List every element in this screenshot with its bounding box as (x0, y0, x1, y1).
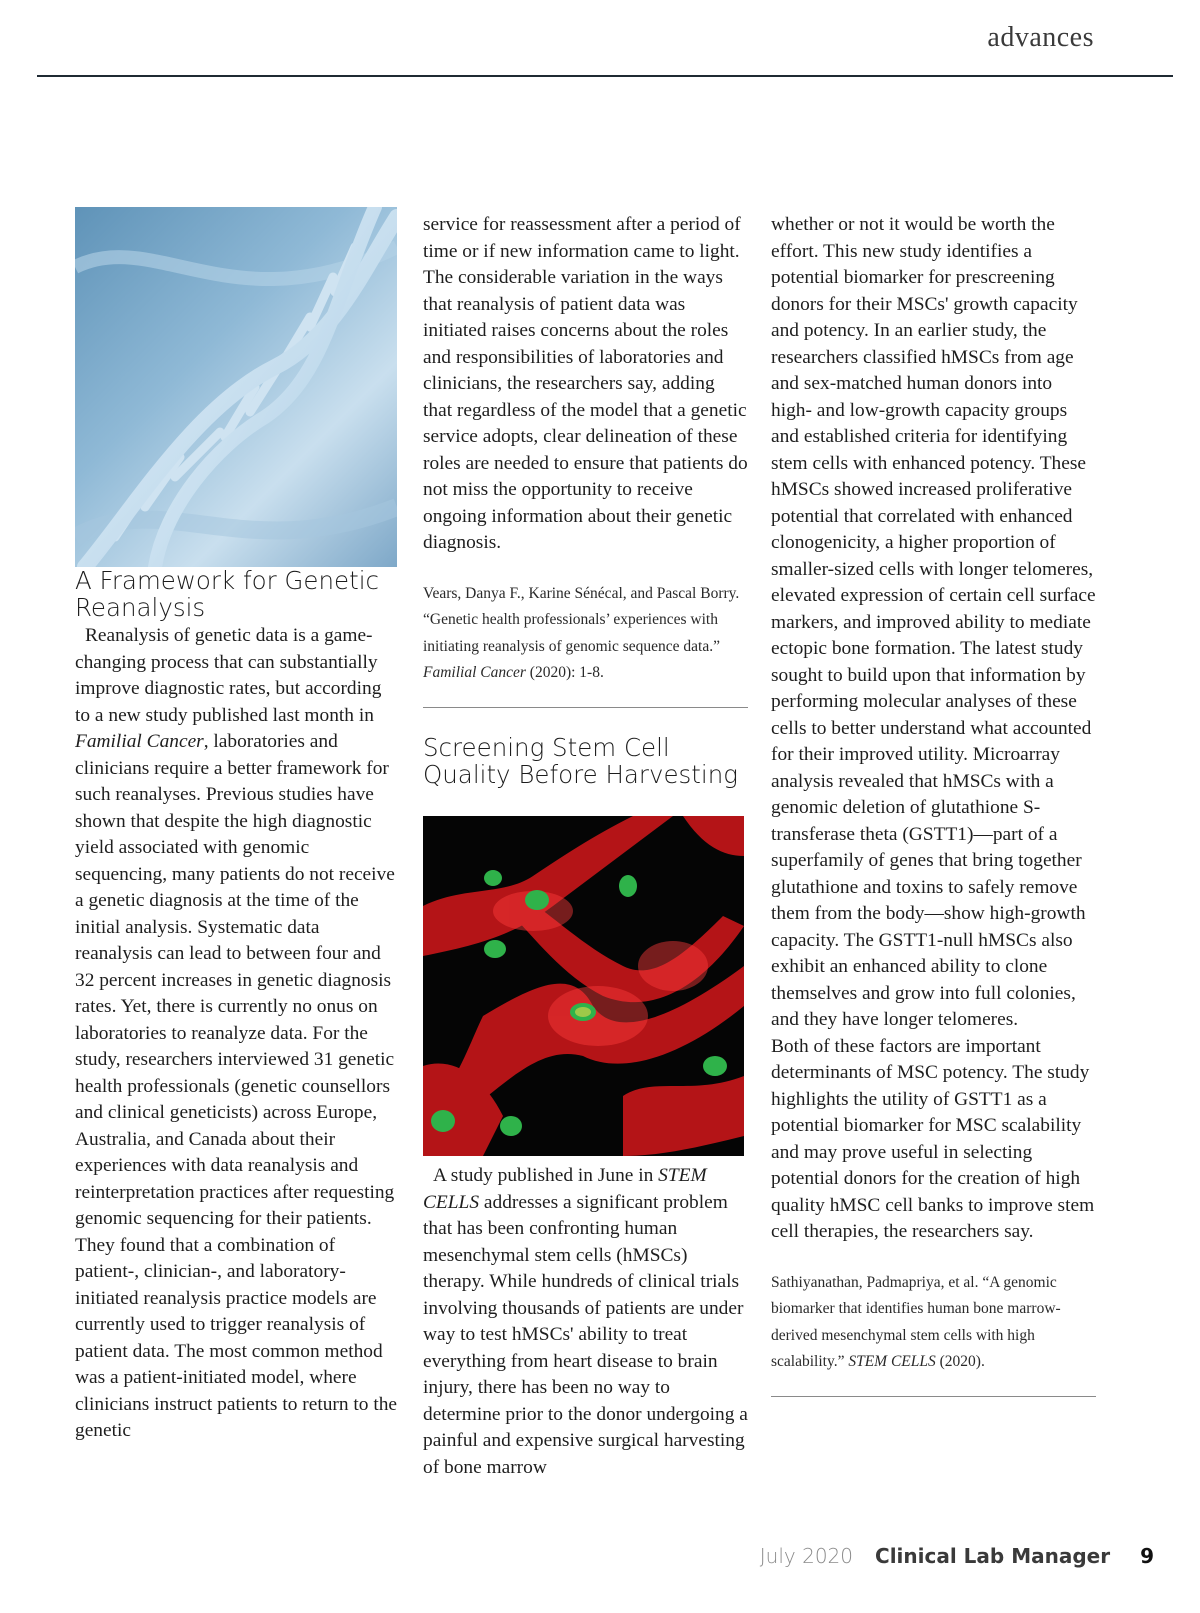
article2-body-part2: whether or not it would be worth the effort. This new study identifies a potential biomarker for prescreening donors for their MSCs' growth capacity and potency. In an earlier study, the researchers classified hMSCs from age and sex-matched human donors into high- and low-growth capacity groups and established criteria for identifying stem cells with enhanced potency. These hMSCs showed increased proliferative potential that correlated with enhanced clonogenicity, a higher proportion of smaller-sized cells with longer telomeres, elevated expression of certain cell surface markers, and improved ability to mediate ectopic bone formation. The latest study sought to build upon that information by performing molecular analyses of these cells to better understand what accounted for their improved utility. Microarray analysis revealed that hMSCs with a genomic deletion of glutathione S-transferase theta (GSTT1)—part of a superfamily of genes that bring together glutathione and toxins to safely remove them from the body—show high-growth capacity. The GSTT1-null hMSCs also exhibit an enhanced ability to clone themselves and grow into full colonies, and they have longer telomeres. (771, 214, 1096, 1030)
column-3 (771, 212, 1096, 1397)
article2-body-part1: A study published in June in STEM CELLS addresses a significant problem that has been confronting human mesenchymal stem cells (hMSCs) therapy. While hundreds of clinical trials involving thousands of patients are under way to test hMSCs' ability to treat everything from heart disease to brain injury, there has been no way to determine prior to the donor undergoing a painful and expensive surgical harvesting of bone marrow (423, 1165, 748, 1478)
stem-cell-micrograph (423, 816, 744, 1156)
article2-body-part3: Both of these factors are important determinants of MSC potency. The study highlights the utility of GSTT1 as a potential biomarker for MSC scalability and may prove useful in selecting potential donors for the creation of high quality hMSC cell banks to improve stem cell therapies, the researchers say. (771, 1035, 1095, 1242)
article2-reference: Sathiyanathan, Padmapriya, et al. “A genomic biomarker that identifies human bone marrow-derived mesenchymal stem cells with high scalability.” STEM CELLS (2020). (771, 1273, 1061, 1370)
article1-body-part2: service for reassessment after a period of time or if new information came to light. The considerable variation in the ways that reanalysis of patient data was initiated raises concerns about the roles and responsibilities of laboratories and clinicians, the researchers say, adding that regardless of the model that a genetic service adopts, clear delineation of these roles are needed to ensure that patients do not miss the opportunity to receive ongoing information about their genetic diagnosis. (423, 214, 748, 553)
article2-title: Screening Stem Cell Quality Before Harvesting (423, 732, 738, 789)
magazine-name: Clinical Lab Manager (875, 1544, 1111, 1568)
column-2-lower (423, 1163, 748, 1481)
dna-helix-image (75, 207, 397, 567)
header-rule (37, 75, 1173, 77)
journal-name: STEM CELLS (423, 1165, 707, 1213)
issue-date: July 2020 (759, 1544, 854, 1568)
column-1 (75, 567, 400, 1445)
page-footer (760, 1544, 1154, 1568)
article1-title: A Framework for Genetic Reanalysis (75, 566, 379, 622)
section-label: advances (987, 22, 1094, 53)
stem-cell-graphic (423, 816, 744, 1156)
journal-name: Familial Cancer (75, 731, 204, 752)
page-number: 9 (1140, 1544, 1154, 1568)
end-divider (771, 1396, 1096, 1397)
dna-helix-graphic (75, 207, 397, 567)
article-divider (423, 707, 748, 708)
column-2 (423, 212, 748, 788)
article1-reference: Vears, Danya F., Karine Sénécal, and Pascal Borry. “Genetic health professionals’ experiences with initiating reanalysis of genomic sequence data.” Familial Cancer (2020): 1-8. (423, 584, 740, 681)
article1-body-part1: Reanalysis of genetic data is a game-changing process that can substantially improve diagnostic rates, but according to a new study published last month in Familial Cancer, laboratories and clinicians require a better framework for such reanalyses. Previous studies have shown that despite the high diagnostic yield associated with genomic sequencing, many patients do not receive a genetic diagnosis at the time of the initial analysis. Systematic data reanalysis can lead to between four and 32 percent increases in genetic diagnosis rates. Yet, there is currently no onus on laboratories to reanalyze data. For the study, researchers interviewed 31 genetic health professionals (genetic counsellors and clinical geneticists) across Europe, Australia, and Canada about their experiences with data reanalysis and reinterpretation practices after requesting genomic sequencing for their patients. They found that a combination of patient-, clinician-, and laboratory-initiated reanalysis practice models are currently used to trigger reanalysis of patient data. The most common method was a patient-initiated model, where clinicians instruct patients to return to the genetic (75, 625, 398, 1441)
